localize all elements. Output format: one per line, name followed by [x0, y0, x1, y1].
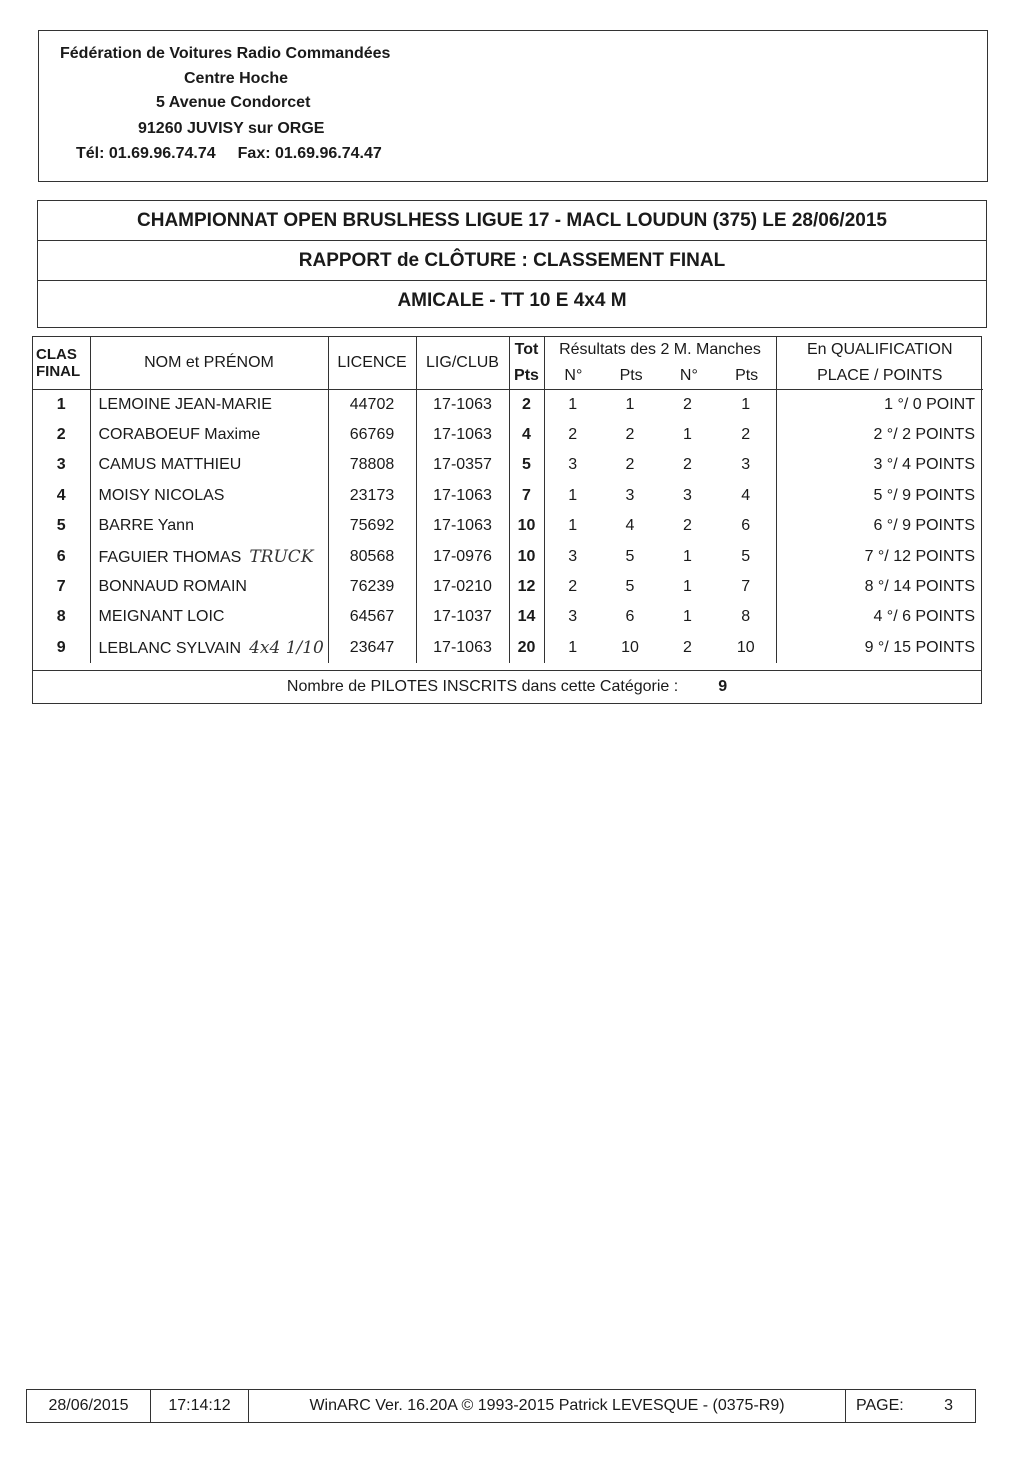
qualification-cell: 7 °/ 12 POINTS — [864, 547, 975, 565]
report-title: RAPPORT de CLÔTURE : CLASSEMENT FINAL — [38, 241, 986, 281]
qualification-cell: 8 °/ 14 POINTS — [864, 578, 975, 596]
ligclub-header: LIG/CLUB — [416, 337, 509, 390]
federation-name: Fédération de Voitures Radio Commandées — [60, 45, 391, 62]
total-points-cell: 12 — [509, 572, 544, 602]
licence-cell: 44702 — [328, 390, 416, 420]
total-points-cell: 10 — [509, 541, 544, 571]
qualification-cell: 6 °/ 9 POINTS — [873, 517, 975, 535]
manche1-number-cell: 2 — [568, 578, 578, 596]
pilots-count-label: Nombre de PILOTES INSCRITS dans cette Catégorie : — [286, 678, 679, 695]
total-points-cell: 5 — [509, 450, 544, 480]
results-table-box — [32, 336, 982, 704]
manche1-number-cell: 2 — [568, 426, 578, 444]
rank-cell: 6 — [33, 541, 90, 571]
street-address: 5 Avenue Condorcet — [156, 94, 311, 111]
championship-title: CHAMPIONNAT OPEN BRUSLHESS LIGUE 17 - MACL LOUDUN (375) LE 28/06/2015 — [38, 201, 986, 241]
manche2-number-cell: 3 — [683, 486, 692, 504]
qualification-cell: 9 °/ 15 POINTS — [864, 638, 975, 656]
results-table — [33, 337, 983, 663]
qualification-cell: 2 °/ 2 POINTS — [873, 426, 975, 444]
table-header-row — [33, 337, 983, 390]
rank-cell: 5 — [33, 511, 90, 541]
manche2-points-cell: 10 — [716, 633, 776, 663]
table-row — [33, 481, 983, 511]
qualification-cell: 1 °/ 0 POINT — [884, 395, 975, 413]
manche1-points-cell: 2 — [625, 456, 635, 474]
footer-date: 28/06/2015 — [26, 1389, 150, 1423]
manche1-points-header: Pts — [619, 367, 643, 384]
licence-cell: 23173 — [328, 481, 416, 511]
total-points-header: Tot Pts — [509, 337, 544, 390]
manche1-number-cell: 1 — [568, 486, 578, 504]
manche1-number-cell: 1 — [568, 395, 578, 413]
manche2-number-cell: 1 — [683, 608, 692, 626]
manche2-points-header: Pts — [735, 367, 759, 384]
table-row — [33, 390, 983, 420]
table-row — [33, 572, 983, 602]
total-points-cell: 4 — [509, 420, 544, 450]
rank-cell: 9 — [33, 633, 90, 663]
rank-cell: 1 — [33, 390, 90, 420]
pilots-count-line — [33, 670, 981, 703]
club-cell: 17-0976 — [416, 541, 509, 571]
club-cell: 17-1063 — [416, 390, 509, 420]
pilots-count-value: 9 — [718, 678, 728, 695]
licence-header: LICENCE — [328, 337, 416, 390]
licence-cell: 66769 — [328, 420, 416, 450]
licence-cell: 75692 — [328, 511, 416, 541]
manche1-points-cell: 5 — [625, 578, 635, 596]
manche1-points-cell: 3 — [625, 486, 635, 504]
rank-cell: 8 — [33, 602, 90, 632]
licence-cell: 76239 — [328, 572, 416, 602]
club-cell: 17-1063 — [416, 633, 509, 663]
total-points-cell: 20 — [509, 633, 544, 663]
qualification-header: En QUALIFICATION PLACE / POINTS — [776, 337, 983, 390]
rank-cell: 7 — [33, 572, 90, 602]
federation-header — [38, 30, 988, 182]
club-cell: 17-1063 — [416, 511, 509, 541]
manche1-number-cell: 1 — [568, 638, 578, 656]
rank-cell: 4 — [33, 481, 90, 511]
licence-cell: 80568 — [328, 541, 416, 571]
manche2-number-cell: 2 — [683, 456, 692, 474]
total-points-cell: 14 — [509, 602, 544, 632]
pilot-name-cell: CAMUS MATTHIEU — [90, 450, 328, 480]
total-points-cell: 10 — [509, 511, 544, 541]
licence-cell: 78808 — [328, 450, 416, 480]
manche2-number-cell: 2 — [683, 517, 692, 535]
manche2-number-header: N° — [679, 367, 698, 384]
pilot-name-cell: MEIGNANT LOIC — [90, 602, 328, 632]
club-cell: 17-1063 — [416, 481, 509, 511]
manche1-points-cell: 4 — [625, 517, 635, 535]
handwritten-note: TRUCK — [249, 546, 314, 567]
manche2-points-cell: 6 — [716, 511, 776, 541]
manche1-points-cell: 2 — [625, 426, 635, 444]
manche1-points-cell: 5 — [625, 547, 635, 565]
footer-time: 17:14:12 — [150, 1389, 248, 1423]
manche1-number-cell: 1 — [568, 517, 578, 535]
qualification-cell: 4 °/ 6 POINTS — [873, 608, 975, 626]
manche1-points-cell: 10 — [621, 638, 639, 656]
manche2-number-cell: 1 — [683, 578, 692, 596]
manche2-points-cell: 5 — [716, 541, 776, 571]
total-points-cell: 2 — [509, 390, 544, 420]
manche2-number-cell: 1 — [683, 547, 692, 565]
club-cell: 17-1037 — [416, 602, 509, 632]
manche2-points-cell: 2 — [716, 420, 776, 450]
qualification-cell: 3 °/ 4 POINTS — [873, 456, 975, 474]
manche1-points-cell: 1 — [625, 395, 635, 413]
centre-name: Centre Hoche — [184, 70, 289, 87]
manche2-number-cell: 2 — [683, 395, 692, 413]
pilot-name-cell: BONNAUD ROMAIN — [90, 572, 328, 602]
table-row — [33, 420, 983, 450]
manche2-number-cell: 2 — [683, 638, 692, 656]
licence-cell: 23647 — [328, 633, 416, 663]
licence-cell: 64567 — [328, 602, 416, 632]
rank-cell: 3 — [33, 450, 90, 480]
table-row — [33, 450, 983, 480]
pilot-name-cell: CORABOEUF Maxime — [90, 420, 328, 450]
category-title: AMICALE - TT 10 E 4x4 M — [397, 290, 627, 311]
report-footer — [26, 1389, 976, 1423]
manche2-points-cell: 4 — [716, 481, 776, 511]
page-number: 3 — [944, 1397, 953, 1414]
pilot-name-cell: LEMOINE JEAN-MARIE — [90, 390, 328, 420]
handwritten-note: 4x4 1/10 — [249, 637, 324, 658]
software-credit: WinARC Ver. 16.20A © 1993-2015 Patrick LEVESQUE - (0375-R9) — [248, 1389, 845, 1423]
telephone: Tél: 01.69.96.74.74 — [76, 145, 216, 162]
rank-cell: 2 — [33, 420, 90, 450]
table-row — [33, 511, 983, 541]
clas-final-header: CLAS FINAL — [33, 337, 90, 390]
manche2-points-cell: 7 — [716, 572, 776, 602]
total-points-cell: 7 — [509, 481, 544, 511]
table-row — [33, 633, 983, 663]
table-row — [33, 541, 983, 571]
manche2-points-cell: 3 — [716, 450, 776, 480]
pilot-name-cell: MOISY NICOLAS — [90, 481, 328, 511]
name-header: NOM et PRÉNOM — [90, 337, 328, 390]
manches-header: Résultats des 2 M. Manches N° Pts N° Pts — [544, 337, 776, 390]
city-address: 91260 JUVISY sur ORGE — [138, 120, 325, 137]
club-cell: 17-0357 — [416, 450, 509, 480]
fax: Fax: 01.69.96.74.47 — [237, 145, 382, 162]
pilot-name-cell: BARRE Yann — [90, 511, 328, 541]
manche1-number-header: N° — [564, 367, 583, 384]
page-indicator — [845, 1389, 976, 1423]
qualification-cell: 5 °/ 9 POINTS — [873, 486, 975, 504]
report-titles — [37, 200, 987, 328]
manche1-number-cell: 3 — [568, 547, 578, 565]
manche2-points-cell: 8 — [716, 602, 776, 632]
pilot-name-cell: FAGUIER THOMAS TRUCK — [90, 541, 328, 571]
manche2-points-cell: 1 — [716, 390, 776, 420]
club-cell: 17-0210 — [416, 572, 509, 602]
contact-line — [76, 145, 404, 163]
page-label: PAGE: — [856, 1397, 904, 1414]
manche1-number-cell: 3 — [568, 456, 578, 474]
manche2-number-cell: 1 — [683, 426, 692, 444]
manche1-points-cell: 6 — [625, 608, 635, 626]
table-row — [33, 602, 983, 632]
club-cell: 17-1063 — [416, 420, 509, 450]
pilot-name-cell: LEBLANC SYLVAIN 4x4 1/10 — [90, 633, 328, 663]
manche1-number-cell: 3 — [568, 608, 578, 626]
